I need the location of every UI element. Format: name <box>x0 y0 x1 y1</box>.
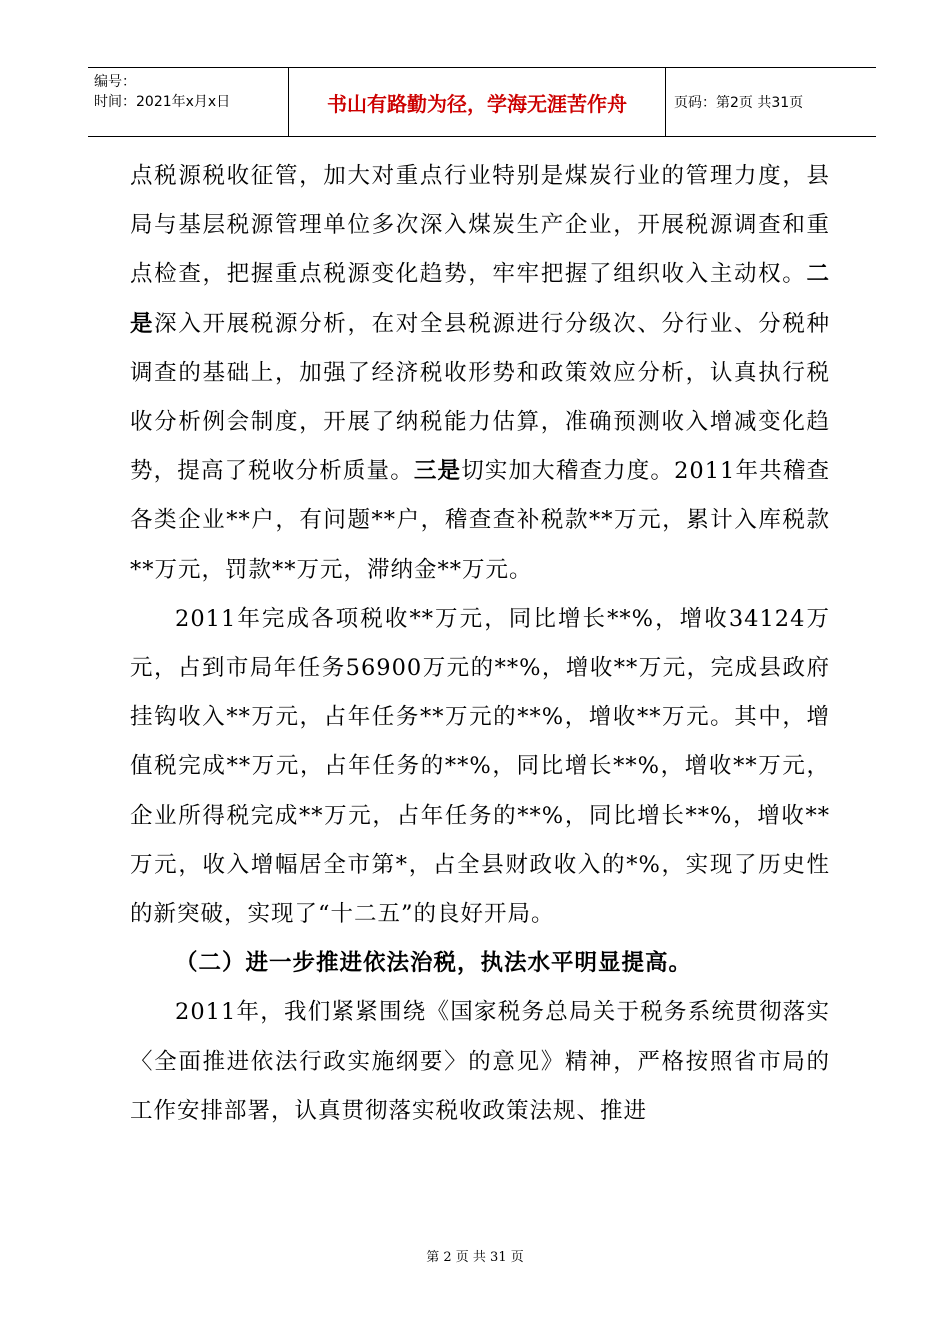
paragraph-2: 2011年完成各项税收**万元，同比增长**%，增收34124万元，占到市局年任务56900万元的**%，增收**万元，完成县政府挂钩收入**万元，占年任务**万元的**%，增收**万元。其中，增值税完成**万元，占年任务的**%，同比增长**%，增收**万元，企业所得税完成**万元，占年任务的**%，同比增长**%，增收**万元，收入增幅居全市第*，占全县财政收入的*%，实现了历史性的新突破，实现了“十二五”的良好开局。 <box>130 605 830 928</box>
page-header <box>88 67 876 137</box>
paragraph-1-bold-3: 三是 <box>413 458 462 485</box>
paragraph-3: 2011年，我们紧紧围绕《国家税务总局关于税务系统贯彻落实〈全面推进依法行政实施纲要〉的意见》精神，严格按照省市局的工作安排部署，认真贯彻落实税收政策法规、推进 <box>130 999 830 1124</box>
header-meta <box>88 68 288 136</box>
header-page-label: 页码：第2页 共31页 <box>674 95 804 111</box>
paragraph-1-text-a: 点税源税收征管，加大对重点行业特别是煤炭行业的管理力度，县局与基层税源管理单位多次深入煤炭生产企业，开展税源调查和重点检查，把握重点税源变化趋势，牢牢把握了组织收入主动权。 <box>130 163 830 288</box>
paragraph-1-text-c: 深入开展税源分析，在对全县税源进行分级次、分行业、分税种调查的基础上，加强了经济税收形势和政策效应分析，认真执行税收分析例会制度，开展了纳税能力估算，准确预测收入增减变化趋势，提高了税收分析质量。 <box>130 310 830 485</box>
page-footer: 第 2 页 共 31 页 <box>426 1250 524 1265</box>
time-label: 时间：2021年x月x日 <box>94 94 231 110</box>
number-label: 编号： <box>94 74 136 90</box>
section-heading: （二）进一步推进依法治税，执法水平明显提高。 <box>175 950 693 977</box>
header-motto: 书山有路勤为径，学海无涯苦作舟 <box>288 68 666 136</box>
paragraph-1-text-e: 切实加大稽查力度。2011年共稽查各类企业**户，有问题**户，稽查查补税款**万元，累计入库税款**万元，罚款**万元，滞纳金**万元。 <box>130 458 830 583</box>
paragraph-1 <box>130 152 830 595</box>
paragraph-1-bold-2: 二是 <box>130 261 830 337</box>
document-body <box>130 152 830 1136</box>
